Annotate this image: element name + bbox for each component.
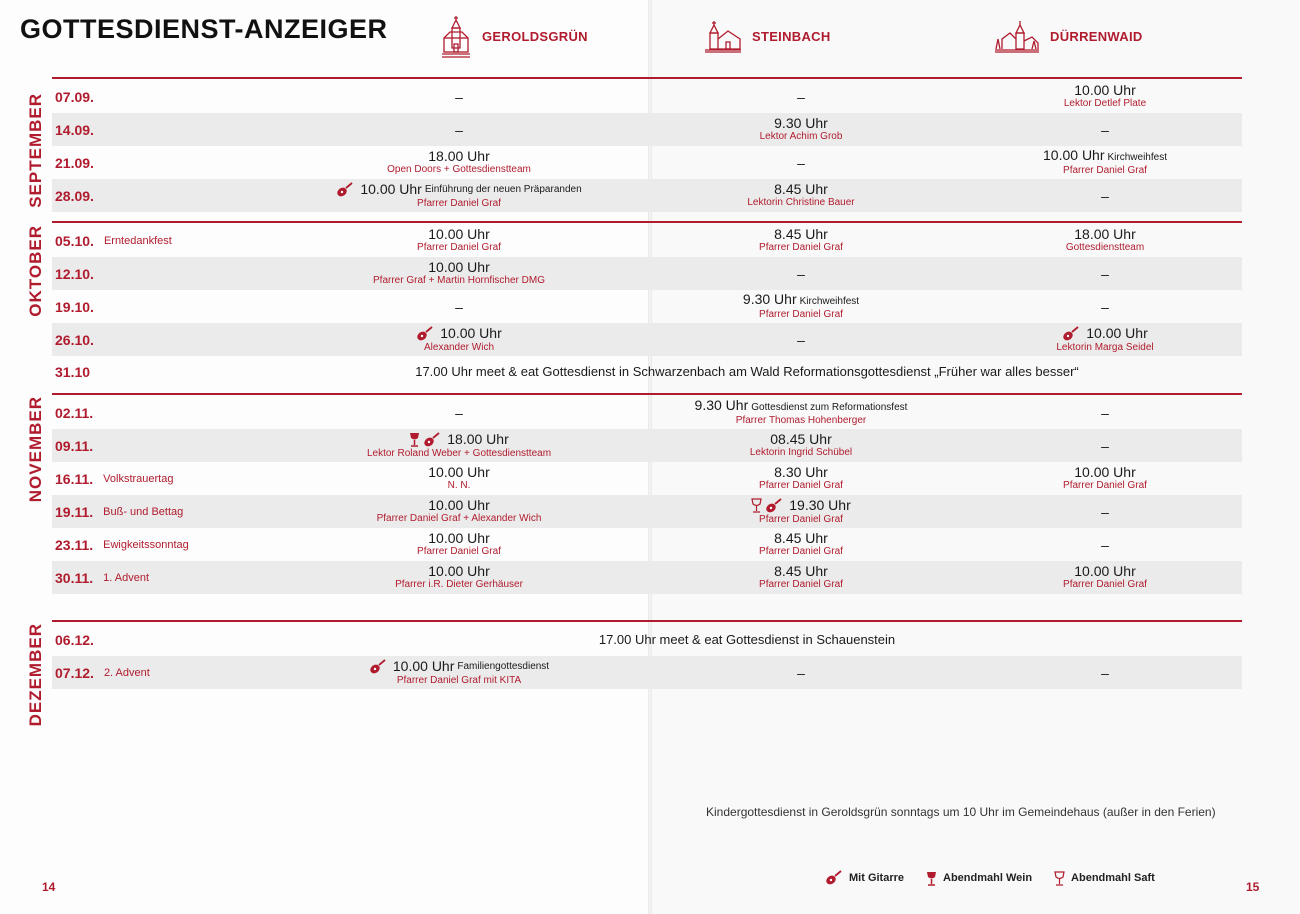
month-divider [52, 77, 1242, 79]
cell-steinbach: 8.45 Uhr Pfarrer Daniel Graf [759, 563, 843, 590]
cell-steinbach: – [797, 265, 805, 282]
table-row [52, 528, 1242, 561]
page-number-right: 15 [1246, 880, 1260, 894]
cell-duerrenwaid: 10.00 Uhr Pfarrer Daniel Graf [1063, 563, 1147, 590]
cell-geroldsgruen: 10.00 Uhr N. N. [428, 464, 490, 491]
cell-steinbach: – [797, 331, 805, 348]
cell-steinbach: 8.45 Uhr Lektorin Christine Bauer [747, 181, 855, 208]
table-row [52, 290, 1242, 323]
cell-geroldsgruen: – [455, 121, 463, 138]
cell-duerrenwaid: – [1101, 265, 1109, 282]
table-row [52, 355, 1242, 388]
row-date: 12.10. [55, 265, 94, 282]
church-duerrenwaid-icon [994, 19, 1040, 53]
church-header-duerrenwaid [994, 14, 1143, 58]
cell-steinbach: 9.30 Uhr Lektor Achim Grob [759, 115, 843, 142]
row-date: 31.10 [55, 363, 91, 380]
table-row [52, 146, 1242, 179]
table-row [52, 323, 1242, 356]
cell-duerrenwaid: 10.00 Uhr Lektor Detlef Plate [1063, 82, 1147, 109]
guitar-icon [423, 432, 441, 448]
juice-chalice-icon [751, 498, 762, 513]
row-date: 19.11. Buß- und Bettag [55, 503, 184, 520]
juice-chalice-icon [1054, 871, 1065, 886]
table-row [52, 257, 1242, 290]
cell-steinbach: 8.30 Uhr Pfarrer Daniel Graf [759, 464, 843, 491]
cell-geroldsgruen: 10.00 Uhr Pfarrer Daniel Graf [417, 226, 501, 253]
cell-steinbach: 9.30 Uhr Kirchweihfest Pfarrer Daniel Graf [742, 291, 860, 320]
legend-label: Abendmahl Saft [1071, 872, 1155, 884]
cell-duerrenwaid: – [1101, 404, 1109, 421]
row-date: 28.09. [55, 187, 94, 204]
page-number-left: 14 [42, 880, 56, 894]
cell-duerrenwaid: – [1101, 503, 1109, 520]
row-date: 21.09. [55, 154, 94, 171]
cell-duerrenwaid: – [1101, 664, 1109, 681]
month-divider [52, 221, 1242, 223]
cell-geroldsgruen: 10.00 Uhr Familiengottesdienst Pfarrer Daniel Graf mit KITA [279, 656, 639, 689]
cell-duerrenwaid: – [1101, 298, 1109, 315]
cell-steinbach: 8.45 Uhr Pfarrer Daniel Graf [759, 530, 843, 557]
row-date: 07.12. 2. Advent [55, 664, 150, 681]
row-date: 06.12. [55, 631, 94, 648]
guitar-icon [416, 326, 434, 342]
cell-steinbach: 9.30 Uhr Gottesdienst zum Reformationsfest Pfarrer Thomas Hohenberger [694, 397, 908, 426]
row-date: 16.11. Volkstrauertag [55, 470, 174, 487]
legend-wine [926, 871, 1032, 886]
church-name: GEROLDSGRÜN [482, 28, 588, 44]
page-title: GOTTESDIENST-ANZEIGER [20, 14, 388, 44]
cell-geroldsgruen: – [455, 298, 463, 315]
legend-label: Abendmahl Wein [943, 872, 1033, 884]
kindergottesdienst-note: Kindergottesdienst in Geroldsgrün sonntags um 10 Uhr im Gemeindehaus (außer in den Ferien) [706, 805, 1216, 819]
wine-chalice-icon [926, 871, 937, 886]
month-divider [52, 620, 1242, 622]
table-row [52, 623, 1242, 656]
cell-duerrenwaid: 10.00 Uhr Lektorin Marga Seidel [1056, 325, 1154, 353]
row-date: 30.11. 1. Advent [55, 569, 150, 586]
row-date: 19.10. [55, 298, 94, 315]
church-steinbach-icon [704, 19, 742, 53]
table-row [52, 113, 1242, 146]
legend-juice [1054, 871, 1155, 886]
row-date: 05.10. Erntedankfest [55, 232, 172, 249]
cell-geroldsgruen: 10.00 Uhr Einführung der neuen Präparanden Pfarrer Daniel Graf [279, 179, 639, 212]
cell-geroldsgruen: – [455, 88, 463, 105]
row-date: 23.11. Ewigkeitssonntag [55, 536, 189, 553]
guitar-icon [1062, 326, 1080, 342]
legend-guitar [825, 870, 904, 886]
row-date: 02.11. [55, 404, 94, 421]
cell-geroldsgruen: 10.00 Uhr Pfarrer Daniel Graf [417, 530, 501, 557]
guitar-icon [765, 498, 783, 514]
church-name: STEINBACH [752, 28, 831, 44]
cell-geroldsgruen: 18.00 Uhr Lektor Roland Weber + Gottesdienstteam [366, 431, 552, 459]
table-row [52, 396, 1242, 429]
table-row [52, 656, 1242, 689]
church-name: DÜRRENWAID [1050, 28, 1143, 44]
cell-duerrenwaid: – [1101, 536, 1109, 553]
table-row [52, 561, 1242, 594]
full-width-event: 17.00 Uhr meet & eat Gottesdienst in Schwarzenbach am Wald Reformationsgottesdienst „Früher war alles besser“ [415, 364, 1079, 379]
table-row [52, 224, 1242, 257]
guitar-icon [369, 659, 387, 675]
cell-duerrenwaid: – [1101, 121, 1109, 138]
church-header-steinbach [704, 14, 831, 58]
guitar-icon [336, 182, 354, 198]
cell-geroldsgruen: 18.00 Uhr Open Doors + Gottesdienstteam [387, 148, 531, 175]
table-row [52, 179, 1242, 212]
cell-steinbach: – [797, 154, 805, 171]
cell-steinbach: 08.45 Uhr Lektorin Ingrid Schübel [749, 431, 853, 458]
cell-duerrenwaid: 10.00 Uhr Kirchweihfest Pfarrer Daniel Graf [1043, 147, 1167, 176]
cell-duerrenwaid: – [1101, 437, 1109, 454]
table-row [52, 80, 1242, 113]
row-date: 14.09. [55, 121, 94, 138]
cell-duerrenwaid: 10.00 Uhr Pfarrer Daniel Graf [1063, 464, 1147, 491]
cell-geroldsgruen: 10.00 Uhr Pfarrer Graf + Martin Hornfischer DMG [373, 259, 545, 286]
month-label-september: SEPTEMBER [26, 92, 45, 208]
church-geroldsgruen-icon [440, 14, 472, 58]
month-label-oktober: OKTOBER [26, 225, 45, 317]
cell-geroldsgruen: 10.00 Uhr Pfarrer i.R. Dieter Gerhäuser [395, 563, 523, 590]
cell-geroldsgruen: 10.00 Uhr Alexander Wich [279, 323, 639, 356]
church-header-geroldsgruen [440, 14, 588, 58]
cell-geroldsgruen: 10.00 Uhr Pfarrer Daniel Graf + Alexander Wich [376, 497, 542, 524]
cell-steinbach: 8.45 Uhr Pfarrer Daniel Graf [759, 226, 843, 253]
table-row [52, 495, 1242, 528]
legend-label: Mit Gitarre [849, 872, 905, 884]
month-label-november: NOVEMBER [26, 395, 45, 503]
cell-geroldsgruen: – [455, 404, 463, 421]
cell-duerrenwaid: – [1101, 187, 1109, 204]
table-row [52, 429, 1242, 462]
full-width-event: 17.00 Uhr meet & eat Gottesdienst in Schauenstein [598, 632, 896, 647]
row-date: 09.11. [55, 437, 94, 454]
cell-steinbach: – [797, 88, 805, 105]
row-date: 07.09. [55, 88, 94, 105]
wine-chalice-icon [409, 432, 420, 447]
legend [825, 870, 1155, 886]
cell-duerrenwaid: 18.00 Uhr Gottesdienstteam [1065, 226, 1145, 253]
month-label-dezember: DEZEMBER [26, 623, 45, 727]
row-date: 26.10. [55, 331, 94, 348]
guitar-icon [825, 870, 843, 886]
month-divider [52, 393, 1242, 395]
table-row [52, 462, 1242, 495]
cell-steinbach: 19.30 Uhr Pfarrer Daniel Graf [621, 495, 981, 528]
cell-steinbach: – [797, 664, 805, 681]
